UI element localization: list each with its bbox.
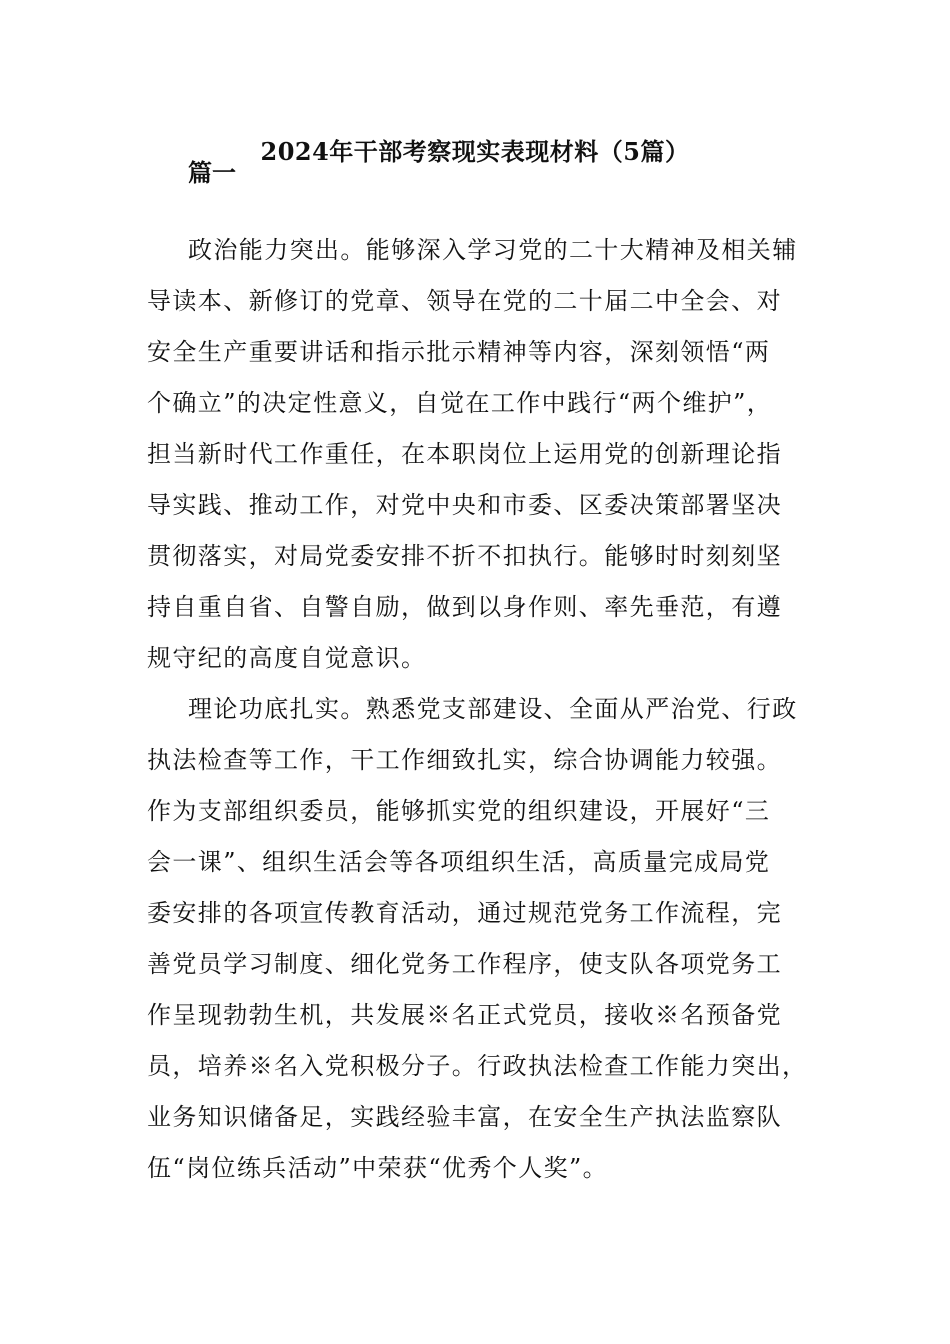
- paragraph-line: 委安排的各项宣传教育活动，通过规范党务工作流程，完: [147, 899, 782, 927]
- paragraph-line: 政治能力突出。能够深入学习党的二十大精神及相关辅: [188, 236, 798, 264]
- paragraph-line: 作为支部组织委员，能够抓实党的组织建设，开展好“三: [147, 797, 771, 825]
- paragraph-line: 担当新时代工作重任，在本职岗位上运用党的创新理论指: [147, 440, 782, 468]
- paragraph-line: 业务知识储备足，实践经验丰富，在安全生产执法监察队: [147, 1103, 782, 1131]
- section-heading: 篇一: [188, 158, 236, 187]
- paragraph-line: 规守纪的高度自觉意识。: [147, 644, 427, 672]
- paragraph-line: 持自重自省、自警自励，做到以身作则、率先垂范，有遵: [147, 593, 782, 621]
- paragraph-line: 贯彻落实，对局党委安排不折不扣执行。能够时时刻刻坚: [147, 542, 782, 570]
- paragraph-line: 执法检查等工作，干工作细致扎实，综合协调能力较强。: [147, 746, 782, 774]
- paragraph-line: 安全生产重要讲话和指示批示精神等内容，深刻领悟“两: [147, 338, 771, 366]
- paragraph-line: 善党员学习制度、细化党务工作程序，使支队各项党务工: [147, 950, 782, 978]
- paragraph-line: 导读本、新修订的党章、领导在党的二十届二中全会、对: [147, 287, 782, 315]
- paragraph-2: [147, 684, 807, 1194]
- paragraph-line: 员，培养※名入党积极分子。行政执法检查工作能力突出，: [147, 1052, 808, 1080]
- paragraph-1: [147, 225, 807, 684]
- document-body: [147, 225, 807, 1194]
- document-title: 2024年干部考察现实表现材料（5篇）: [260, 137, 690, 166]
- paragraph-line: 会一课”、组织生活会等各项组织生活，高质量完成局党: [147, 848, 771, 876]
- paragraph-line: 理论功底扎实。熟悉党支部建设、全面从严治党、行政: [188, 695, 798, 723]
- paragraph-line: 伍“岗位练兵活动”中荣获“优秀个人奖”。: [147, 1154, 609, 1182]
- paragraph-line: 作呈现勃勃生机，共发展※名正式党员，接收※名预备党: [147, 1001, 782, 1029]
- paragraph-line: 导实践、推动工作，对党中央和市委、区委决策部署坚决: [147, 491, 782, 519]
- paragraph-line: 个确立”的决定性意义，自觉在工作中践行“两个维护”，: [147, 389, 773, 417]
